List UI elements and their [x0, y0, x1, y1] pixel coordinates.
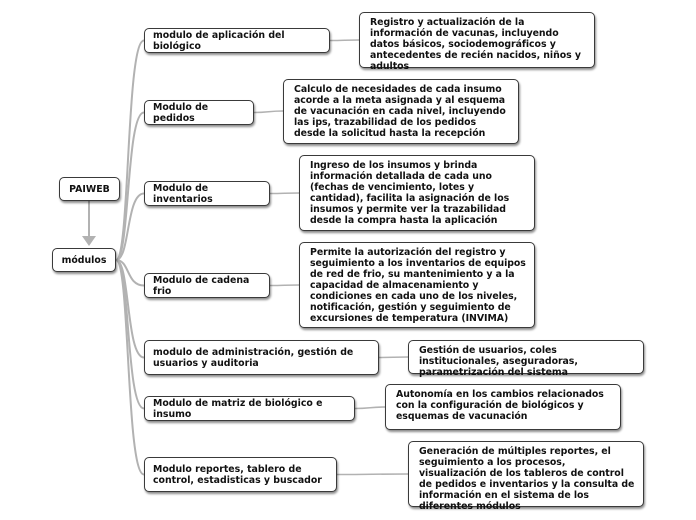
module-to-detail-connector-administracion: [379, 357, 408, 358]
detail-text: Ingreso de los insumos y brinda información detallada de cada uno (fechas de vencimiento, lotes y cantidad), facilita la asignación de los insumos y permite ver la trazabilidad desde la compra hasta la aplicación: [310, 160, 510, 226]
module-to-detail-connector-aplicacion: [330, 40, 359, 41]
module-node-reportes[interactable]: [144, 457, 337, 492]
detail-node-reportes[interactable]: [408, 441, 644, 512]
module-node-inventarios[interactable]: [144, 181, 270, 206]
module-label: Modulo de matriz de biológico e insumo: [153, 397, 323, 420]
module-to-detail-connector-reportes: [337, 474, 408, 475]
module-label: Modulo reportes, tablero de control, estadisticas y buscador: [153, 463, 322, 486]
detail-text: Permite la autorización del registro y seguimiento a los inventarios de equipos de red de frio, su mantenimiento y a la capacidad de almacenamiento y condiciones en cada uno de los niveles, notificación, gestión y seguimiento de excursiones de temperatura (INVIMA): [310, 247, 526, 324]
detail-text: Generación de múltiples reportes, el seguimiento a los procesos, visualización de los tableros de control de pedidos e inventarios y la consulta de información en el sistema de los diferentes módulos: [419, 446, 635, 512]
hub-to-module-connector-aplicacion: [116, 41, 144, 261]
detail-text: Calculo de necesidades de cada insumo acorde a la meta asignada y al esquema de vacunación en cada nivel, incluyendo las ips, trazabilidad de los pedidos desde la solicitud hasta la recepción: [294, 84, 506, 139]
hub-label: módulos: [61, 254, 107, 266]
detail-node-aplicacion[interactable]: [359, 12, 595, 72]
module-node-administracion[interactable]: [144, 340, 379, 375]
detail-node-inventarios[interactable]: [299, 155, 535, 231]
module-to-detail-connector-inventarios: [270, 193, 299, 194]
module-to-detail-connector-cadena-frio: [270, 285, 299, 286]
module-label: Modulo de cadena frio: [153, 274, 250, 297]
detail-text: Autonomía en los cambios relacionados con la configuración de biológicos y esquemas de vacunación: [396, 389, 604, 422]
module-node-matriz[interactable]: [144, 396, 355, 421]
detail-node-cadena-frio[interactable]: [299, 242, 535, 328]
module-node-pedidos[interactable]: [144, 100, 254, 125]
root-label: PAIWEB: [69, 183, 110, 195]
detail-node-pedidos[interactable]: [283, 79, 519, 144]
detail-text: Gestión de usuarios, coles institucionales, aseguradoras, parametrización del sistema: [419, 345, 578, 378]
detail-node-matriz[interactable]: [385, 384, 621, 430]
hub-to-module-connector-reportes: [116, 260, 144, 475]
root-node-paiweb[interactable]: [59, 177, 120, 201]
module-label: Modulo de pedidos: [153, 101, 209, 124]
arrowhead-icon: [82, 236, 96, 246]
module-node-aplicacion[interactable]: [144, 28, 330, 53]
module-label: modulo de administración, gestión de usuarios y auditoria: [153, 346, 354, 369]
detail-text: Registro y actualización de la información de vacunas, incluyendo datos básicos, sociodemográficos y antecedentes de recién nacidos, niños y adultos: [370, 17, 581, 72]
module-to-detail-connector-matriz: [355, 407, 385, 409]
module-to-detail-connector-pedidos: [254, 111, 283, 113]
module-label: Modulo de inventarios: [153, 182, 213, 205]
module-label: modulo de aplicación del biológico: [153, 29, 285, 52]
detail-node-administracion[interactable]: [408, 340, 644, 378]
module-node-cadena-frio[interactable]: [144, 273, 270, 298]
hub-node-modulos[interactable]: [52, 248, 116, 272]
